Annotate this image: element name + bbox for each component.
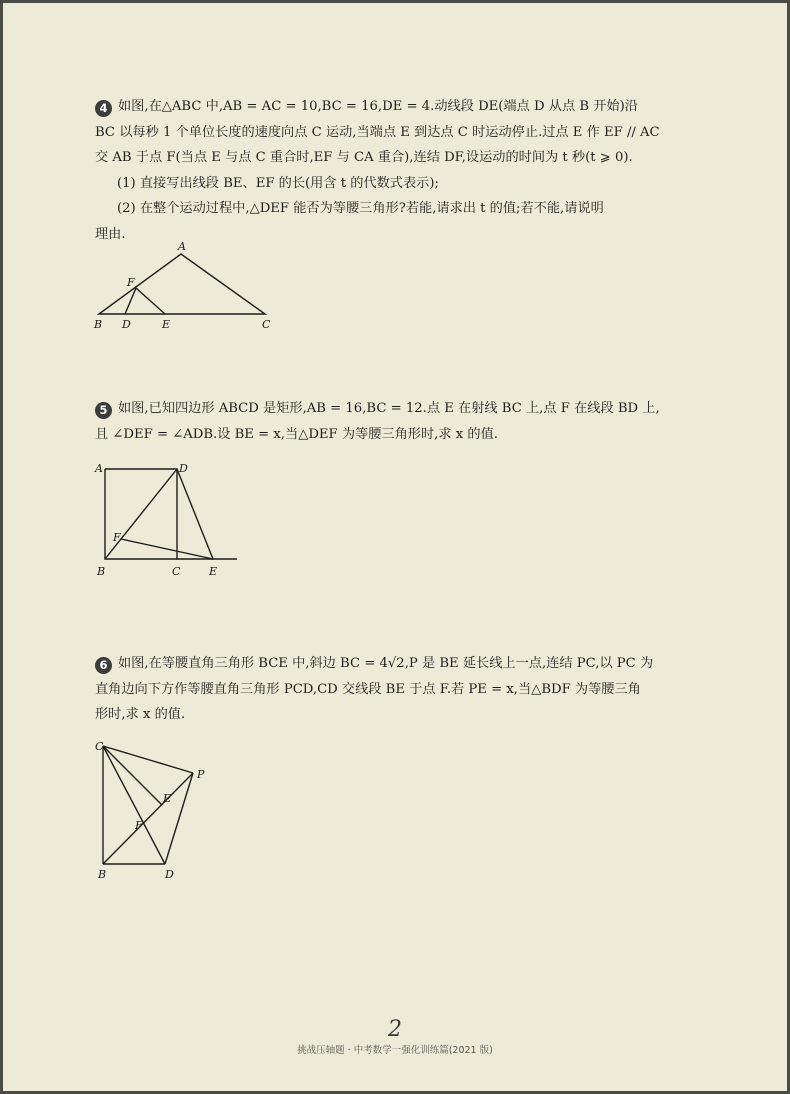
problem-4-part-2: (2) 在整个运动过程中,△DEF 能否为等腰三角形?若能,请求出 t 的值;若不能,请说明	[117, 201, 604, 216]
page	[3, 3, 787, 1091]
problem-5	[95, 396, 707, 447]
segment-fe	[136, 288, 165, 314]
isosceles-right-triangle-diagram	[89, 736, 229, 886]
label-c: C	[172, 565, 181, 578]
problem-number-badge: 6	[95, 657, 112, 674]
page-number: 2	[388, 1017, 402, 1042]
triangle-abc-diagram	[89, 239, 289, 339]
problem-6	[95, 651, 707, 728]
rectangle-abcd-diagram	[89, 459, 259, 584]
problem-6-line-3: 形时,求 x 的值.	[95, 707, 186, 722]
problem-6-figure	[89, 736, 229, 890]
label-p: P	[197, 768, 205, 781]
label-b: B	[97, 565, 106, 578]
label-c: C	[95, 740, 104, 753]
problem-5-figure	[89, 459, 259, 588]
problem-4-line-2: BC 以每秒 1 个单位长度的速度向点 C 运动,当端点 E 到达点 C 时运动停止.过点 E 作 EF // AC	[95, 124, 660, 140]
label-f: F	[135, 819, 143, 832]
problem-6-line-2: 直角边向下方作等腰直角三角形 PCD,CD 交线段 BE 于点 F.若 PE = x,当△BDF 为等腰三角	[95, 681, 641, 697]
segment-cd	[103, 746, 165, 864]
label-a: A	[178, 240, 186, 253]
label-d: D	[179, 462, 188, 475]
problem-5-line-1: 5 如图,已知四边形 ABCD 是矩形,AB = 16,BC = 12.点 E 在射线 BC 上,点 F 在线段 BD 上,	[95, 396, 707, 422]
label-e: E	[162, 318, 171, 331]
label-c: C	[262, 318, 271, 331]
footer-caption: 挑战压轴题 · 中考数学一强化训练篇(2021 版)	[297, 1045, 493, 1056]
problem-4	[95, 94, 707, 247]
label-f: F	[113, 531, 121, 544]
label-a: A	[95, 462, 103, 475]
problem-4-part-1: (1) 直接写出线段 BE、EF 的长(用含 t 的代数式表示);	[117, 175, 439, 191]
segment-fe	[121, 539, 213, 559]
problem-number-badge: 4	[95, 100, 112, 117]
problem-5-line-2: 且 ∠DEF = ∠ADB.设 BE = x,当△DEF 为等腰三角形时,求 x 的值.	[95, 426, 498, 442]
problem-4-line-1: 4 如图,在△ABC 中,AB = AC = 10,BC = 16,DE = 4.动线段 DE(端点 D 从点 B 开始)沿	[95, 94, 707, 120]
problem-6-line-1: 6 如图,在等腰直角三角形 BCE 中,斜边 BC = 4√2,P 是 BE 延长线上一点,连结 PC,以 PC 为	[95, 651, 707, 677]
label-e: E	[209, 565, 218, 578]
label-d: D	[165, 868, 174, 881]
problem-4-line-6: 理由.	[95, 226, 126, 242]
triangle-abc	[99, 254, 265, 314]
label-d: D	[122, 318, 131, 331]
segment-de	[177, 469, 213, 559]
problem-number-badge: 5	[95, 402, 112, 419]
problem-4-line-3: 交 AB 于点 F(当点 E 与点 C 重合时,EF 与 CA 重合),连结 DF,设运动的时间为 t 秒(t ⩾ 0).	[95, 150, 633, 165]
label-e: E	[163, 792, 172, 805]
label-f: F	[127, 276, 135, 289]
segment-bd	[105, 469, 177, 559]
label-b: B	[98, 868, 107, 881]
problem-4-figure	[89, 239, 289, 343]
label-b: B	[94, 318, 103, 331]
segment-fd	[125, 288, 136, 314]
